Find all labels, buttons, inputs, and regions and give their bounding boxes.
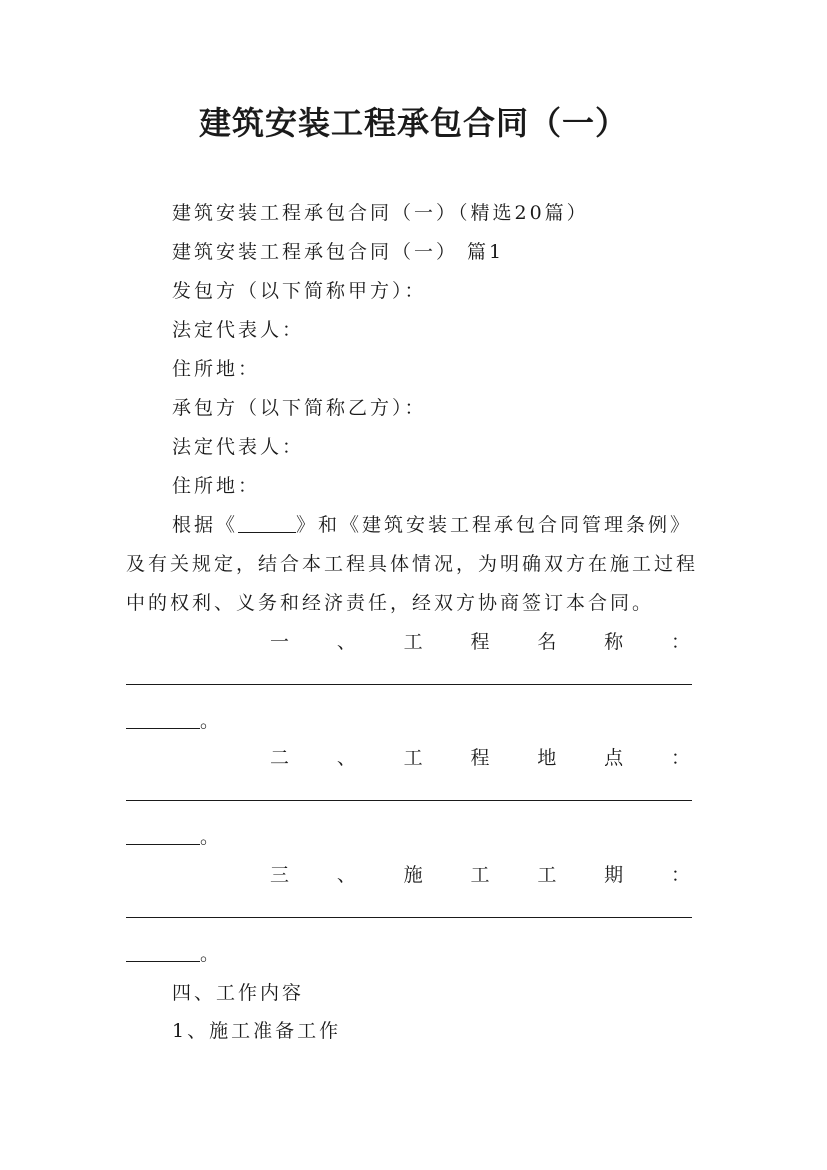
party-a-address: 住所地： [172,358,261,380]
clause-work-content: 四、工作内容 [172,982,305,1004]
clause-char: 工 [470,864,490,886]
clause-char: 点 [604,747,624,769]
clause-char: 程 [470,747,490,769]
basis-text-part1: 根据《 [172,514,239,536]
fill-in-underline [126,710,200,729]
fill-in-short [126,706,219,733]
clause-char: 程 [470,631,490,653]
basis-paragraph-line2: 及有关规定，结合本工程具体情况，为明确双方在施工过程 [126,553,699,575]
clause-char: 、 [336,631,356,653]
clause-char: 期 [604,864,624,886]
clause-char: 三 [270,864,290,886]
fill-in-rule [126,800,692,801]
clause-char: 工 [403,747,423,769]
party-a-representative: 法定代表人： [172,319,305,341]
fill-in-rule [126,917,692,918]
clause-char: 施 [403,864,423,886]
party-b-address: 住所地： [172,475,261,497]
basis-paragraph-line1 [172,510,692,537]
clause-construction-period [270,860,690,887]
law-name-blank [238,514,296,533]
clause-char: 称 [604,631,624,653]
subtitle-line: 建筑安装工程承包合同（一）（精选20篇） [172,202,589,224]
fill-in-short [126,939,219,966]
document-title: 建筑安装工程承包合同（一） [198,104,628,142]
fill-in-underline [126,943,200,962]
clause-project-name [270,627,690,654]
fill-in-short [126,822,219,849]
clause-char: 、 [336,864,356,886]
party-b-label: 承包方（以下简称乙方）： [172,397,427,419]
clause-char: 名 [537,631,557,653]
party-b-representative: 法定代表人： [172,436,305,458]
clause-char: 工 [537,864,557,886]
clause-project-location [270,743,690,770]
basis-text-part2: 》和《建筑安装工程承包合同管理条例》 [296,514,693,536]
basis-paragraph-line3: 中的权利、义务和经济责任，经双方协商签订本合同。 [126,592,655,614]
clause-char: 一 [270,631,290,653]
fill-in-rule [126,684,692,685]
period: 。 [200,710,220,732]
fill-in-underline [126,826,200,845]
clause-char: 地 [537,747,557,769]
period: 。 [200,943,220,965]
clause-char: 工 [403,631,423,653]
period: 。 [200,826,220,848]
clause-char: 、 [336,747,356,769]
clause-char: ： [670,747,690,769]
clause-char: ： [670,864,690,886]
clause-work-content-item1: 1、施工准备工作 [172,1020,342,1042]
clause-char: ： [670,631,690,653]
section-heading: 建筑安装工程承包合同（一） 篇1 [172,241,505,263]
clause-char: 二 [270,747,290,769]
party-a-label: 发包方（以下简称甲方）： [172,280,427,302]
